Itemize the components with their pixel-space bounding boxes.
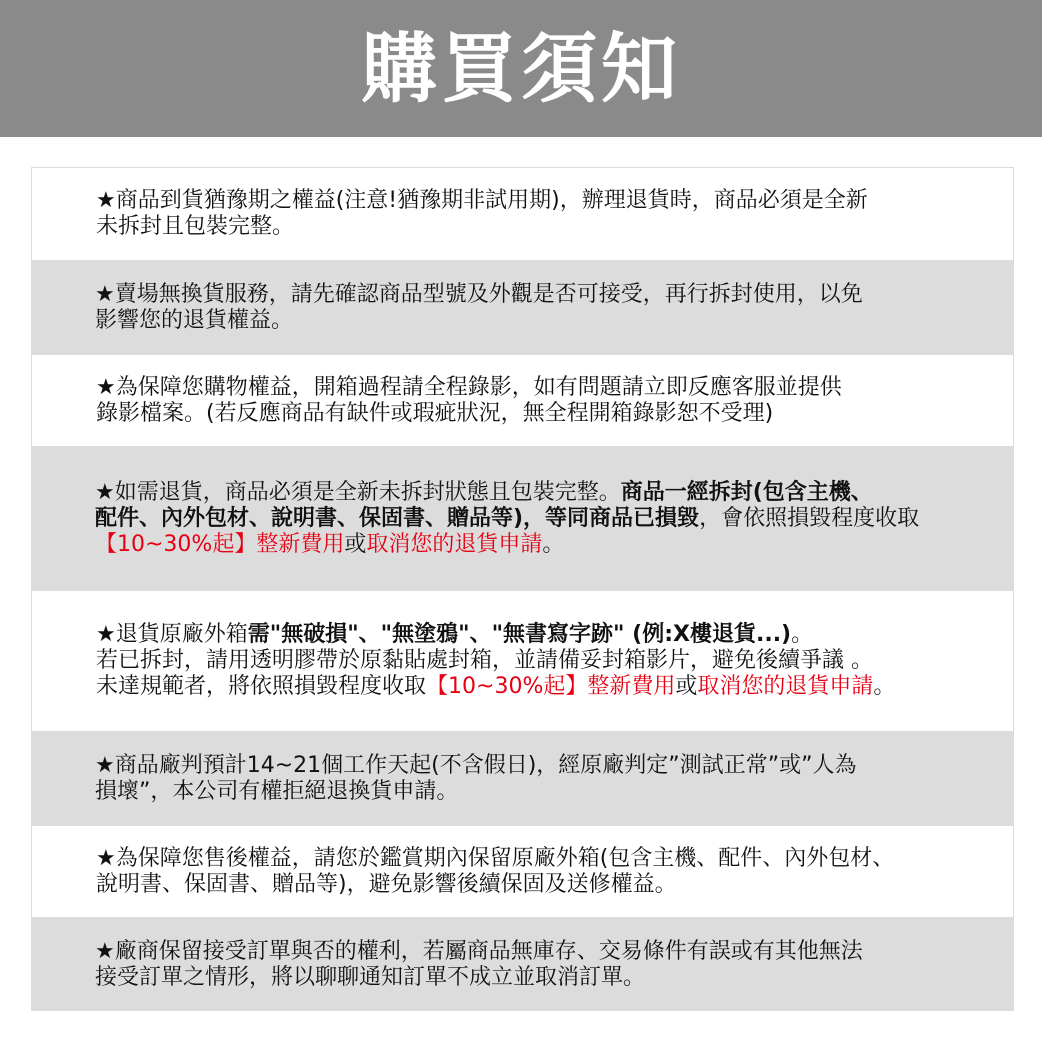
notice-return-condition <box>31 447 1014 590</box>
notice-line <box>96 674 973 700</box>
notice-line <box>95 506 974 532</box>
fee-highlight: 【10~30%起】整新費用 <box>95 531 345 557</box>
plain-text: 。 <box>542 531 565 557</box>
cancel-highlight: 取消您的退貨申請 <box>366 531 543 557</box>
notice-line: 說明書、保固書、贈品等)，避免影響後續保固及送修權益。 <box>96 871 677 897</box>
notice-line: 損壞”，本公司有權拒絕退換貨申請。 <box>95 778 459 804</box>
notice-line: 接受訂單之情形，將以聊聊通知訂單不成立並取消訂單。 <box>95 964 646 990</box>
notice-line: ★商品到貨猶豫期之權益(注意!猶豫期非試用期)，辦理退貨時，商品必須是全新 <box>96 188 868 213</box>
notice-line: ★廠商保留接受訂單與否的權利，若屬商品無庫存、交易條件有誤或有其他無法 <box>95 938 863 964</box>
header-banner <box>0 0 1042 137</box>
plain-text: 。 <box>791 622 814 647</box>
notice-line: 影響您的退貨權益。 <box>95 307 294 333</box>
plain-text: 未達規範者，將依照損毀程度收取 <box>96 674 427 699</box>
page-title: 購買須知 <box>361 23 681 113</box>
notice-line <box>96 622 973 648</box>
notice-no-exchange <box>31 261 1014 354</box>
notice-hesitation-period <box>31 167 1014 261</box>
bold-text: 商品一經拆封(包含主機、 <box>620 479 873 505</box>
notice-line: 未拆封且包裝完整。 <box>96 214 295 239</box>
plain-text: ★退貨原廠外箱 <box>96 622 248 647</box>
plain-text: 或 <box>675 674 698 699</box>
plain-text: 。 <box>873 674 896 699</box>
notice-unboxing-video <box>31 354 1014 447</box>
plain-text: 或 <box>344 531 367 557</box>
bold-text: 需"無破損"、"無塗鴉"、"無書寫字跡" (例:X樓退貨...) <box>247 622 792 647</box>
notice-line: 若已拆封，請用透明膠帶於原黏貼處封箱，並請備妥封箱影片，避免後續爭議 。 <box>96 648 873 673</box>
plain-text: ，會依照損毀程度收取 <box>699 505 920 531</box>
bold-text: 配件、內外包材、說明書、保固書、贈品等)，等同商品已損毀 <box>95 505 700 531</box>
cancel-highlight: 取消您的退貨申請 <box>697 674 874 699</box>
notice-line: 錄影檔案。(若反應商品有缺件或瑕疵狀況，無全程開箱錄影恕不受理) <box>96 400 774 426</box>
notice-order-rights <box>31 918 1014 1011</box>
notice-line: ★商品廠判預計14~21個工作天起(不含假日)，經原廠判定”測試正常”或”人為 <box>95 752 857 778</box>
notice-line <box>95 480 974 506</box>
fee-highlight: 【10~30%起】整新費用 <box>426 674 676 699</box>
notice-after-sales <box>31 825 1014 918</box>
notice-outer-box <box>31 590 1014 732</box>
notice-line <box>95 532 974 558</box>
notice-factory-test <box>31 732 1014 825</box>
notice-line: ★為保障您售後權益，請您於鑑賞期內保留原廠外箱(包含主機、配件、內外包材、 <box>96 845 895 871</box>
notice-line: ★為保障您購物權益，開箱過程請全程錄影，如有問題請立即反應客服並提供 <box>96 374 842 400</box>
plain-text: ★如需退貨，商品必須是全新未拆封狀態且包裝完整。 <box>95 479 621 505</box>
notice-line: ★賣場無換貨服務，請先確認商品型號及外觀是否可接受，再行拆封使用，以免 <box>95 281 863 307</box>
